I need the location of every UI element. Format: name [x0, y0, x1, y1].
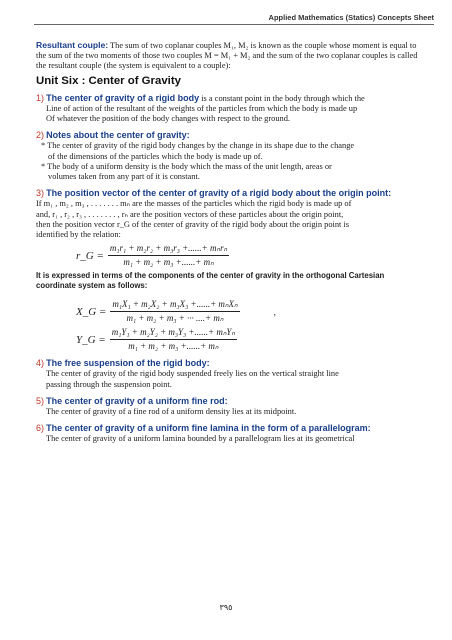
section-2-title: Notes about the center of gravity:	[46, 130, 190, 141]
section-2-bullet-1-line-1: * The center of gravity of the rigid body changes by the change in its shape due to the change	[41, 141, 355, 151]
section-3-number: 3)	[36, 188, 45, 199]
section-6-title: The center of gravity of a uniform fine lamina in the form of a parallelogram:	[46, 423, 371, 434]
header-divider	[34, 24, 434, 25]
intro-paragraph	[36, 40, 422, 72]
section-4	[36, 358, 422, 390]
section-3-line-3: then the position vector r_G of the center of gravity of the rigid body about the origin point is	[36, 219, 350, 229]
page-number: ٣٩٥	[219, 603, 233, 612]
unit-title: Unit Six : Center of Gravity	[36, 74, 181, 87]
formula-xg-lhs: X_G =	[76, 305, 107, 318]
section-5	[36, 396, 422, 417]
formula-xg-fraction	[110, 299, 239, 324]
section-3	[36, 188, 422, 352]
intro-text: The sum of two coplanar couples M₁, M₂ is known as the couple whose moment is equal to the sum of the two moments of those two couples M = M₁ + M₂ and the sum of the two coplanar couples is called the resultant couple (the system is equivalent to a couple):	[36, 41, 418, 71]
section-1-line-2: Line of action of the resultant of the weights of the particles from which the body is made up	[46, 103, 358, 113]
formula-rg-fraction	[108, 243, 229, 268]
formula-yg-numerator: m₁Y₁ + m₂Y₂ + m₃Y₃ +......+ mₙYₙ	[110, 327, 237, 340]
section-2-bullet-2	[36, 162, 422, 182]
yg-formula	[76, 327, 422, 352]
xg-formula	[76, 299, 422, 324]
formula-rg-numerator: m₁r₁ + m₂r₂ + m₃r₃ +......+ mₙrₙ	[108, 243, 229, 256]
header-title: Applied Mathematics (Statics) Concepts Sheet	[268, 13, 434, 22]
section-2	[36, 130, 422, 182]
formula-yg-lhs: Y_G =	[76, 333, 106, 346]
section-4-number: 4)	[36, 358, 45, 369]
intro-bold: Resultant couple:	[36, 40, 109, 50]
section-4-line-2: passing through the suspension point.	[46, 379, 172, 389]
formula-rg-lhs: r_G =	[76, 249, 104, 262]
section-1-title: The center of gravity of a rigid body	[46, 92, 200, 103]
section-2-bullet-1	[36, 141, 422, 161]
formula-xg-comma: ,	[273, 306, 276, 317]
section-4-line-1: The center of gravity of the rigid body suspended freely lies on the vertical straight line	[46, 369, 339, 379]
section-2-number: 2)	[36, 130, 45, 141]
section-1-number: 1)	[36, 92, 45, 103]
formula-xg-denominator: m₁ + m₂ + m₃ + ··· ....+ mₙ	[126, 313, 224, 324]
section-2-bullet-1-line-2: of the dimensions of the particles which the body is made up of.	[48, 151, 263, 161]
section-6-line-1: The center of gravity of a uniform lamina bounded by a parallelogram lies at its geometrical	[46, 434, 355, 444]
section-5-line-1: The center of gravity of a fine rod of a uniform density lies at its midpoint.	[46, 407, 297, 417]
formula-yg-denominator: m₁ + m₂ + m₃ +......+ mₙ	[128, 341, 219, 352]
formula-rg-denominator: m₁ + m₂ + m₃ +......+ mₙ	[123, 257, 214, 268]
section-3-title: The position vector of the center of gravity of a rigid body about the origin point:	[46, 188, 392, 199]
section-4-title: The free suspension of the rigid body:	[46, 358, 210, 369]
section-1	[36, 93, 422, 125]
section-5-title: The center of gravity of a uniform fine rod:	[46, 395, 228, 406]
section-2-bullet-2-line-1: * The body of a uniform density is the body which the mass of the unit length, areas or	[41, 161, 332, 171]
section-3-line-4: identified by the relation:	[36, 230, 121, 240]
components-note: It is expressed in terms of the components of the center of gravity in the orthogonal Cartesian coordinate system as follows:	[36, 271, 385, 291]
section-6	[36, 423, 422, 444]
section-2-bullet-2-line-2: volumes taken from any part of it is constant.	[48, 172, 200, 182]
position-vector-formula	[76, 243, 422, 268]
section-6-number: 6)	[36, 423, 45, 434]
section-1-line-3: Of whatever the position of the body changes with respect to the ground.	[46, 114, 290, 124]
section-5-number: 5)	[36, 395, 45, 406]
formula-xg-numerator: m₁X₁ + m₂X₂ + m₃X₃ +......+ mₙXₙ	[110, 299, 239, 312]
section-3-line-1: If m₁ , m₂ , m₃ , . . . . . . . mₙ are the masses of the particles which the rigid body is made up of	[36, 199, 352, 209]
section-1-line-1: is a constant point in the body through which the	[199, 93, 365, 103]
section-3-line-2: and, r₁ , r₂ , r₃ , . . . . . . . , rₙ are the position vectors of these particles about the origin point,	[36, 209, 344, 219]
formula-yg-fraction	[110, 327, 237, 352]
page-content	[36, 40, 422, 445]
